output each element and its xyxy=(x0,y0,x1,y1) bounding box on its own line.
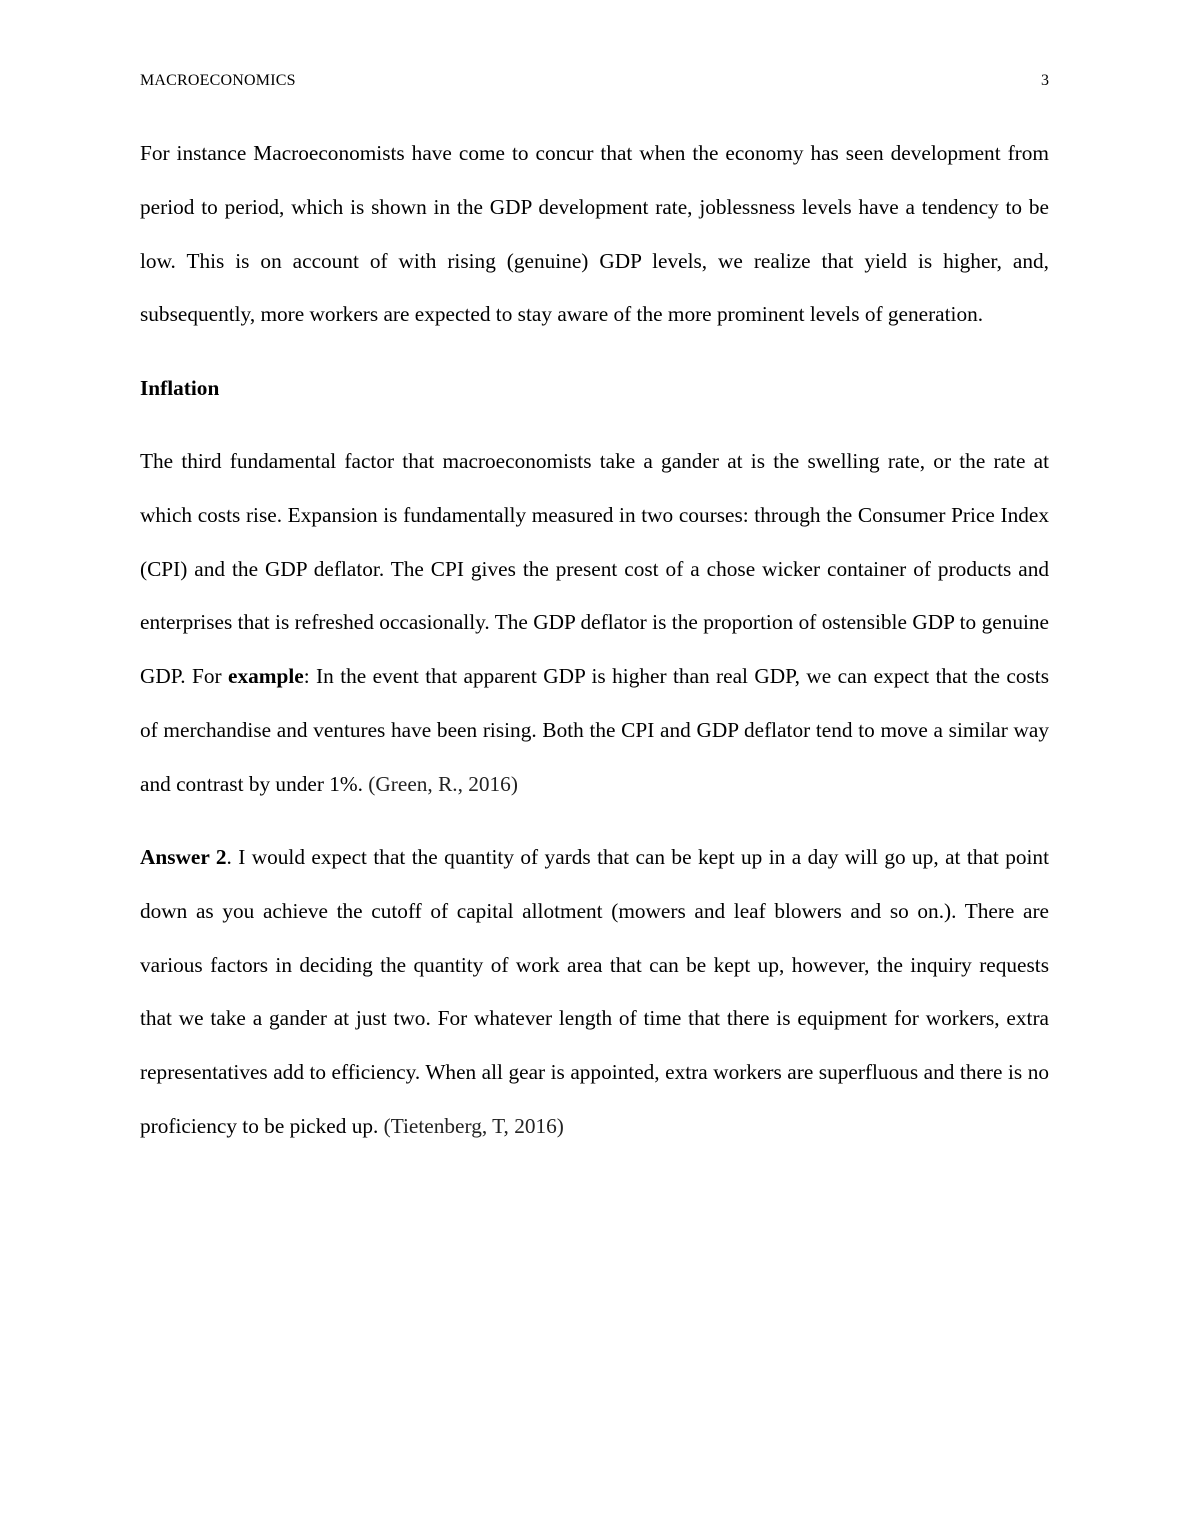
paragraph-inflation-text-start: The third fundamental factor that macroeconomists take a gander at is the swelling rate, or the rate at which costs rise. Expansion is fundamentally measured in two courses: through the Consumer Price Index (CPI) and the GDP deflator. The CPI gives the present cost of a chose wicker container of products and enterprises that is refreshed occasionally. The GDP deflator is the proportion of ostensible GDP to genuine GDP. For xyxy=(140,448,1049,689)
paragraph-gdp-unemployment: For instance Macroeconomists have come to concur that when the economy has seen development from period to period, which is shown in the GDP development rate, joblessness levels have a tendency to be low. This is on account of with rising (genuine) GDP levels, we realize that yield is higher, and, subsequently, more workers are expected to stay aware of the more prominent levels of generation. xyxy=(140,141,1049,327)
document-body xyxy=(140,127,1049,1173)
paragraph-inflation xyxy=(140,435,1049,812)
paragraph-inflation-text-end: : In the event that apparent GDP is higher than real GDP, we can expect that the costs of merchandise and ventures have been rising. Both the CPI and GDP deflator tend to move a similar way and contrast by under 1%. xyxy=(140,664,1049,796)
paragraph-answer-2-text: . I would expect that the quantity of yards that can be kept up in a day will go up, at that point down as you achieve the cutoff of capital allotment (mowers and leaf blowers and so on.). There are various factors in deciding the quantity of work area that can be kept up, however, the inquiry requests that we take a gander at just two. For whatever length of time that there is equipment for workers, extra representatives add to efficiency. When all gear is appointed, extra workers are superfluous and there is no proficiency to be picked up. xyxy=(140,845,1049,1139)
section-heading-inflation: Inflation xyxy=(140,375,220,400)
citation-green: (Green, R., 2016) xyxy=(368,771,518,796)
citation-tietenberg: (Tietenberg, T, 2016) xyxy=(383,1114,564,1139)
running-head: MACROECONOMICS xyxy=(140,72,296,89)
page-number: 3 xyxy=(1041,72,1049,89)
page-header xyxy=(140,70,1049,92)
paragraph-answer-2 xyxy=(140,831,1049,1154)
bold-term-example: example xyxy=(228,664,304,689)
answer-label: Answer 2 xyxy=(140,845,227,870)
